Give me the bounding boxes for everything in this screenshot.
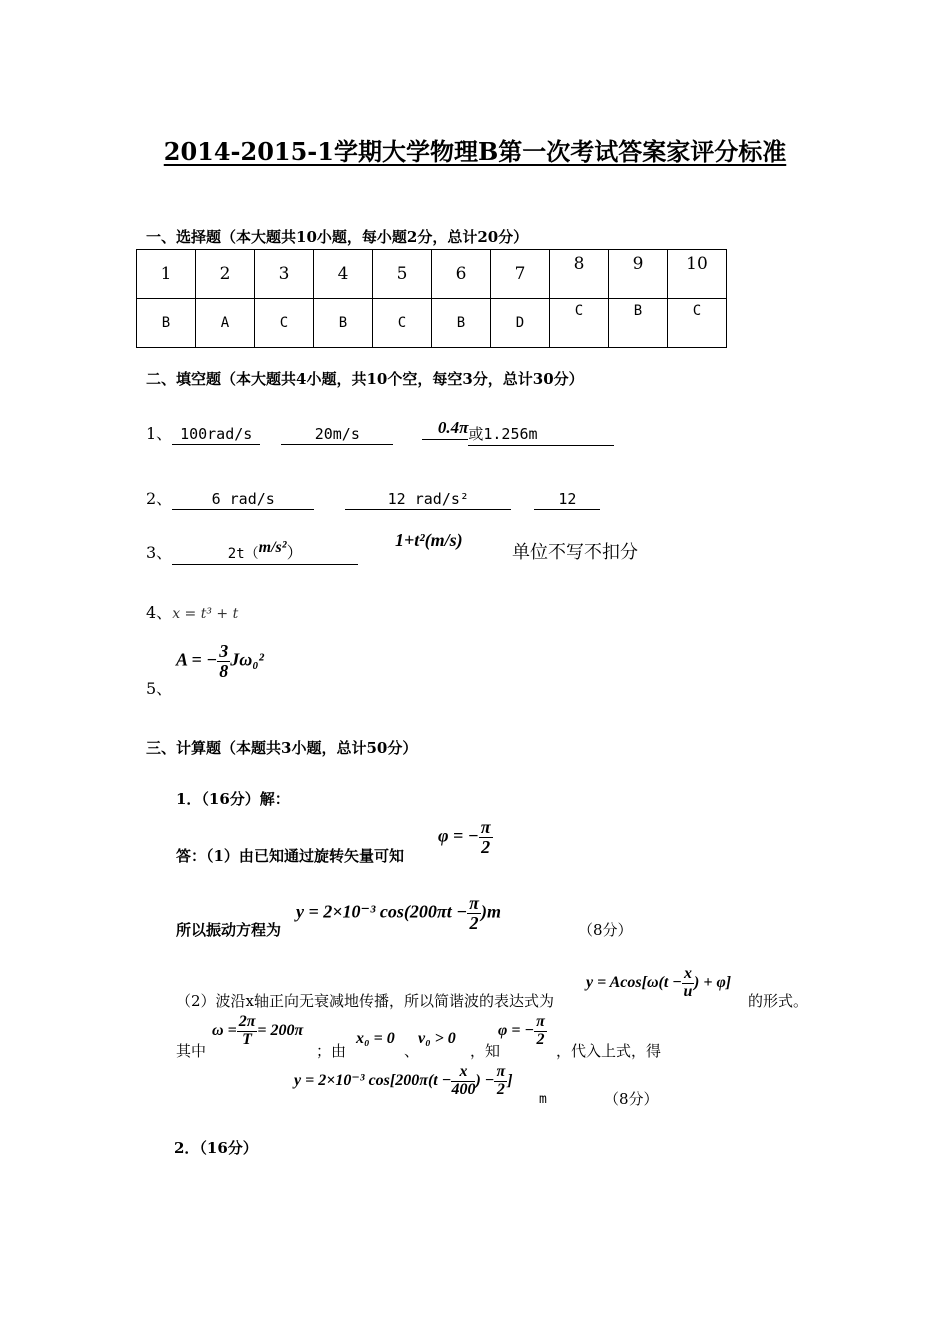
section2-heading: 二、填空题（本大题共4小题，共10个空，每空3分，总计30分） (146, 370, 584, 388)
q1-label: 1、 (146, 424, 173, 443)
problem1-line2: 所以振动方程为 (176, 921, 282, 939)
wave-equation: y = 2×10⁻³ cos[200π(t − $\frac{x}{400}$ ) − $\frac{\pi}{2}$ ] (294, 1063, 513, 1098)
q3-answer-b: 1+t²(m/s) (395, 530, 463, 550)
fill-q2 (146, 486, 600, 510)
q2-answer-c: 12 (534, 490, 600, 510)
answer-cell: B (609, 299, 668, 348)
answer-table (136, 249, 727, 348)
sep-substitute: ，代入上式，得 (556, 1042, 662, 1060)
wave-general-form: y = Acos[ω(t − $\frac{x}{u}$ ) + φ] (586, 965, 732, 1000)
question-number: 6 (432, 250, 491, 299)
q1-answer-c-expr: 0.4π (422, 418, 468, 440)
q1-answer-c-text: 或1.256m (468, 423, 614, 446)
q2-answer-a: 6 rad/s (172, 490, 314, 510)
answer-cell: A (196, 299, 255, 348)
q3-note: 单位不写不扣分 (512, 542, 638, 563)
q1-answer-b: 20m/s (281, 425, 393, 445)
sep-dun: 、 (404, 1042, 420, 1060)
q5-fraction: $\frac{3}{8}$ (219, 641, 229, 681)
answer-cell: C (373, 299, 432, 348)
fill-q3 (146, 540, 358, 565)
omega-expression: ω = $\frac{2\pi}{T}$ = 200π (212, 1013, 304, 1048)
q3-answer-a: 2t（m/s²） (172, 540, 358, 565)
q2-answer-b: 12 rad/s² (345, 490, 511, 510)
question-number: 4 (314, 250, 373, 299)
sep-you: ；由 (316, 1042, 347, 1060)
question-number: 5 (373, 250, 432, 299)
q4-label: 4、 (146, 603, 173, 622)
vibration-equation: y = 2×10⁻³ cos(200πt − $\frac{\pi}{2}$ )m (296, 893, 501, 933)
question-number: 9 (609, 250, 668, 299)
answer-cell: B (137, 299, 196, 348)
q2-label: 2、 (146, 489, 173, 508)
answer-table-answer-row (137, 299, 727, 348)
problem2-title: 2．（16分） (174, 1139, 258, 1157)
answer-cell: B (432, 299, 491, 348)
sep-zhi: ，知 (470, 1042, 501, 1060)
page-title: 2014-2015-1学期大学物理B第一次考试答案家评分标准 (163, 137, 787, 166)
initial-position: x₀ = 0 (356, 1030, 395, 1047)
problem1-line1: 答：（1）由已知通过旋转矢量可知 (176, 847, 404, 865)
question-number: 1 (137, 250, 196, 299)
section1-heading: 一、选择题（本大题共10小题，每小题2分，总计20分） (146, 228, 529, 246)
q1-answer-a: 100rad/s (172, 425, 260, 445)
phi-expression-2: φ = − $\frac{\pi}{2}$ (498, 1013, 545, 1048)
problem1-line3: （2）波沿x轴正向无衰减地传播，所以简谐波的表达式为 (176, 992, 555, 1010)
problem1-line4-start: 其中 (176, 1042, 207, 1060)
q3-label: 3、 (146, 543, 173, 562)
question-number: 8 (550, 250, 609, 299)
answer-cell: C (255, 299, 314, 348)
score-part2: （8分） (604, 1090, 659, 1108)
initial-velocity: v₀ > 0 (418, 1030, 456, 1047)
answer-table-header-row (137, 250, 727, 299)
wave-equation-unit: m (539, 1092, 547, 1107)
answer-cell: B (314, 299, 373, 348)
problem1-line3-end: 的形式。 (748, 992, 809, 1010)
question-number: 7 (491, 250, 550, 299)
q5-expression: A = − $\frac{3}{8}$ Jω₀² (176, 641, 264, 681)
problem1-title: 1．（16分）解： (176, 790, 290, 808)
answer-cell: C (550, 299, 609, 348)
question-number: 2 (196, 250, 255, 299)
q5-label: 5、 (146, 679, 173, 698)
question-number: 3 (255, 250, 314, 299)
score-part1: （8分） (578, 921, 633, 939)
fill-q4 (146, 600, 238, 623)
answer-cell: D (491, 299, 550, 348)
question-number: 10 (668, 250, 727, 299)
section3-heading: 三、计算题（本题共3小题，总计50分） (146, 739, 418, 757)
answer-cell: C (668, 299, 727, 348)
fill-q1 (146, 418, 614, 446)
q4-expression: x = t³ + t (172, 606, 239, 622)
phi-expression: φ = − $\frac{\pi}{2}$ (438, 817, 491, 857)
